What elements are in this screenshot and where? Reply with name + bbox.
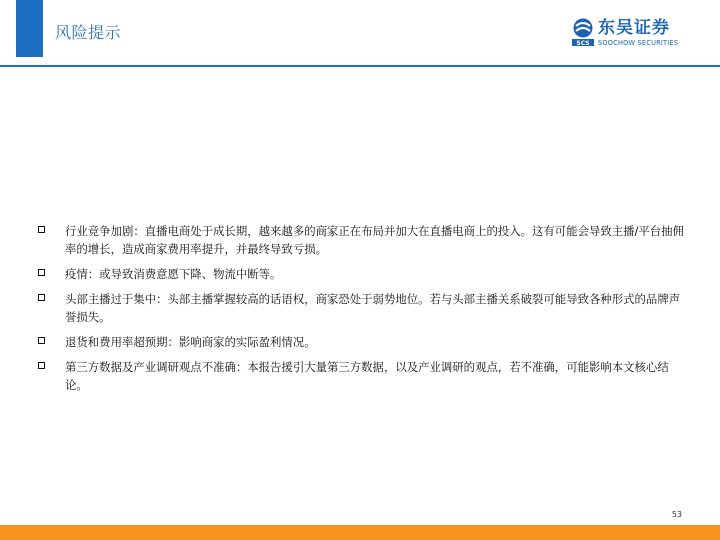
risk-item-returns-costs [37, 333, 685, 351]
soochow-logo-mark-icon [571, 18, 595, 46]
risk-item-third-party-data [37, 358, 685, 394]
page-number: 53 [671, 510, 682, 519]
risk-item-text: 头部主播过于集中：头部主播掌握较高的话语权，商家恐处于弱势地位。若与头部主播关系破裂可能导致各种形式的品牌声誉损失。 [65, 292, 681, 324]
risk-item-streamer-concentration [37, 290, 685, 326]
risk-item-text: 疫情：或导致消费意愿下降、物流中断等。 [65, 267, 282, 281]
company-logo [571, 18, 686, 50]
logo-mark-text: SCS [576, 40, 590, 46]
logo-name-cn: 东吴证券 [598, 18, 670, 38]
square-bullet-icon [38, 226, 45, 233]
risk-item-text: 退货和费用率超预期：影响商家的实际盈利情况。 [65, 335, 316, 349]
risk-list [37, 222, 685, 394]
square-bullet-icon [38, 269, 45, 276]
square-bullet-icon [38, 362, 45, 369]
risk-item-competition [37, 222, 685, 258]
header-accent-bar [16, 0, 43, 57]
risk-item-pandemic [37, 265, 685, 283]
risk-item-text: 行业竞争加剧：直播电商处于成长期，越来越多的商家正在布局并加大在直播电商上的投入。这有可能会导致主播/平台抽佣率的增长，造成商家费用率提升，并最终导致亏损。 [65, 224, 684, 256]
square-bullet-icon [38, 294, 45, 301]
footer-bar [0, 525, 720, 540]
page-title: 风险提示 [55, 23, 122, 42]
square-bullet-icon [38, 337, 45, 344]
risk-item-text: 第三方数据及产业调研观点不准确：本报告援引大量第三方数据，以及产业调研的观点，若不准确，可能影响本文核心结论。 [65, 360, 669, 392]
logo-name-en: SOOCHOW SECURITIES [598, 39, 679, 47]
header-divider [0, 65, 720, 67]
